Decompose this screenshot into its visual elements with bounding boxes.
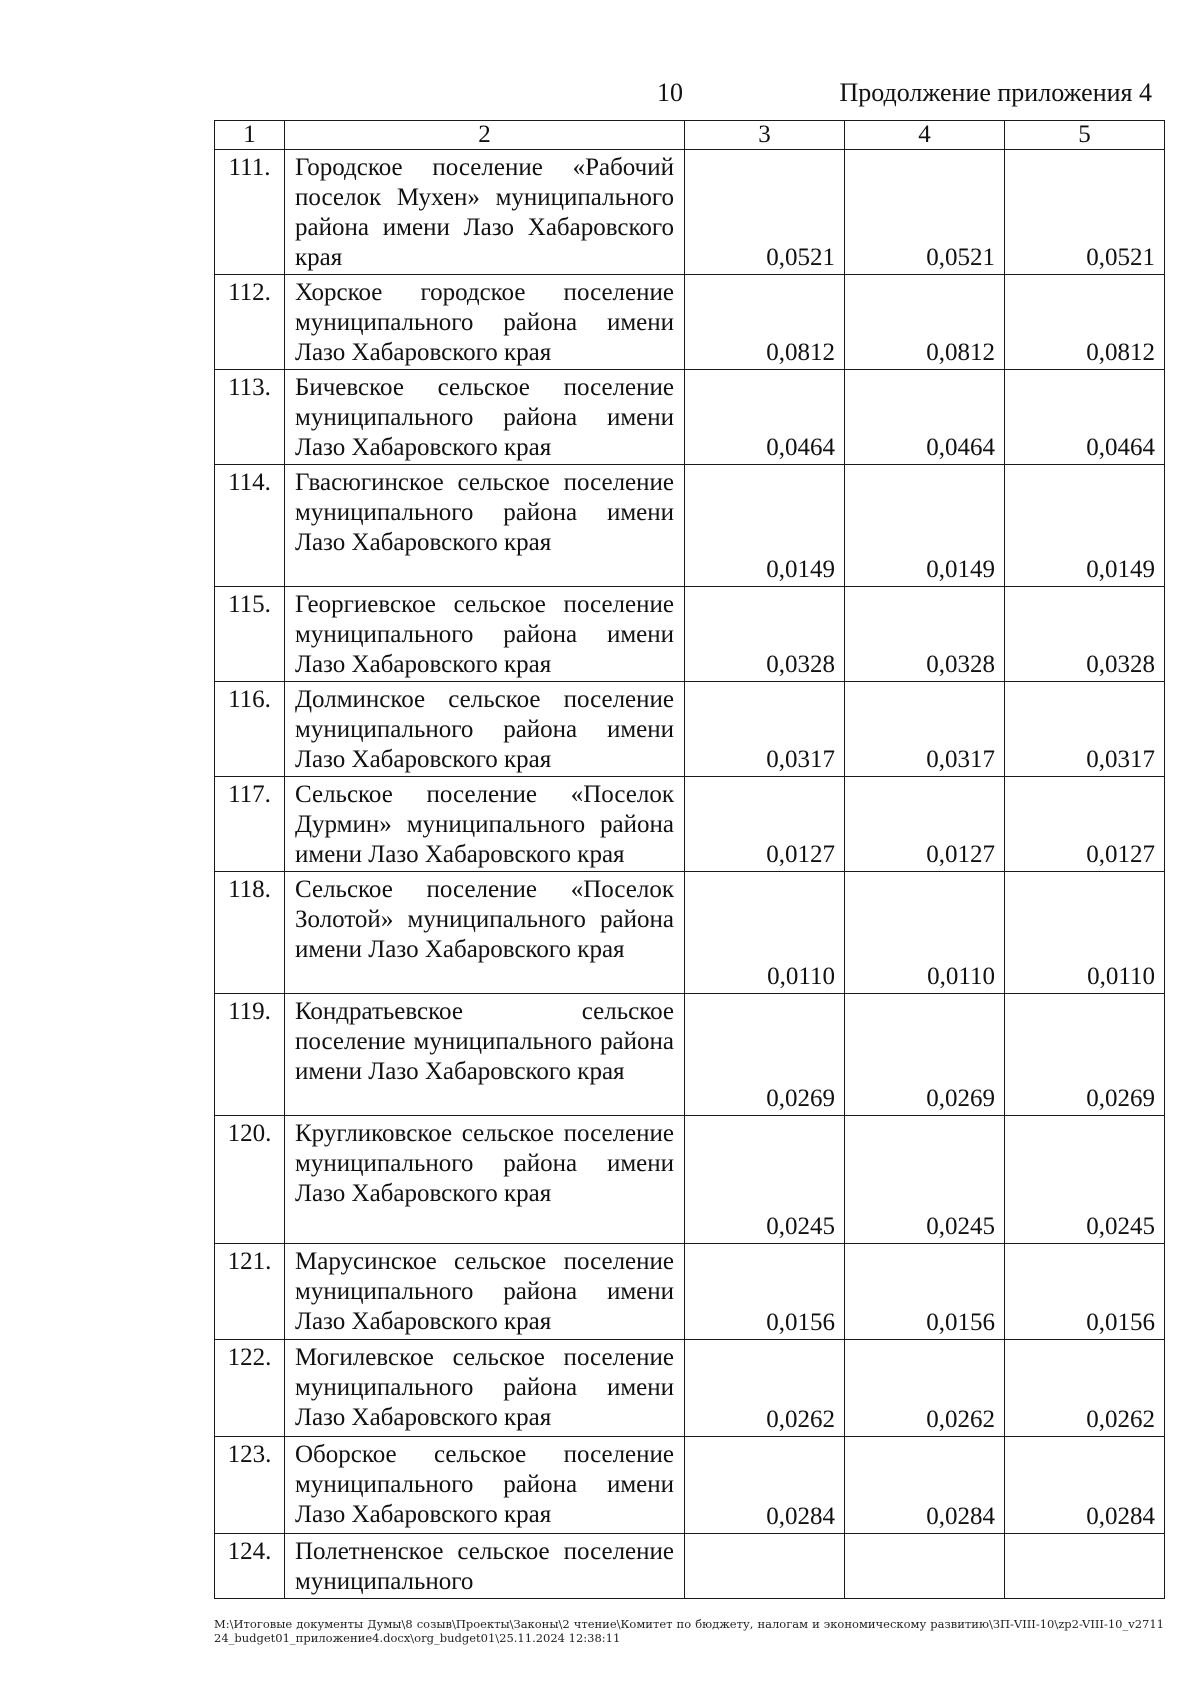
row-number: 124. <box>215 1534 285 1599</box>
row-number: 120. <box>215 1116 285 1244</box>
table-row <box>215 1534 1165 1599</box>
value-col-4 <box>845 1534 1005 1599</box>
value-col-4: 0,0284 <box>845 1437 1005 1534</box>
row-number: 113. <box>215 370 285 465</box>
row-number: 111. <box>215 150 285 275</box>
value-col-5: 0,0156 <box>1005 1244 1165 1340</box>
column-header: 3 <box>685 121 845 150</box>
value-col-5: 0,0269 <box>1005 994 1165 1116</box>
value-col-5 <box>1005 1534 1165 1599</box>
value-col-5: 0,0521 <box>1005 150 1165 275</box>
value-col-3: 0,0156 <box>685 1244 845 1340</box>
value-col-4: 0,0262 <box>845 1340 1005 1437</box>
value-col-3: 0,0269 <box>685 994 845 1116</box>
table-row <box>215 275 1165 370</box>
row-number: 119. <box>215 994 285 1116</box>
value-col-3: 0,0317 <box>685 682 845 777</box>
value-col-5: 0,0245 <box>1005 1116 1165 1244</box>
value-col-3 <box>685 1534 845 1599</box>
value-col-4: 0,0269 <box>845 994 1005 1116</box>
column-header: 4 <box>845 121 1005 150</box>
table-row <box>215 872 1165 994</box>
value-col-5: 0,0149 <box>1005 465 1165 587</box>
row-number: 116. <box>215 682 285 777</box>
value-col-4: 0,0149 <box>845 465 1005 587</box>
value-col-3: 0,0464 <box>685 370 845 465</box>
value-col-5: 0,0317 <box>1005 682 1165 777</box>
table-row <box>215 1437 1165 1534</box>
value-col-4: 0,0317 <box>845 682 1005 777</box>
value-col-4: 0,0245 <box>845 1116 1005 1244</box>
value-col-5: 0,0812 <box>1005 275 1165 370</box>
value-col-3: 0,0149 <box>685 465 845 587</box>
value-col-4: 0,0110 <box>845 872 1005 994</box>
value-col-4: 0,0127 <box>845 777 1005 872</box>
table-row <box>215 682 1165 777</box>
settlement-name: Городское поселение «Рабочий поселок Мухен» муниципального района имени Лазо Хабаровского края <box>285 150 685 275</box>
value-col-4: 0,0521 <box>845 150 1005 275</box>
settlement-name: Сельское поселение «Поселок Дурмин» муниципального района имени Лазо Хабаровского края <box>285 777 685 872</box>
row-number: 122. <box>215 1340 285 1437</box>
column-header: 5 <box>1005 121 1165 150</box>
table-row <box>215 1116 1165 1244</box>
value-col-3: 0,0284 <box>685 1437 845 1534</box>
row-number: 123. <box>215 1437 285 1534</box>
value-col-3: 0,0245 <box>685 1116 845 1244</box>
file-path-footer: M:\Итоговые документы Думы\8 созыв\Проекты\Законы\2 чтение\Комитет по бюджету, налогам и экономическому развитию\ЗП-VIII-10\zp2-VIII-10_v271124_budget01_приложение4.docx\org_budget01\25.11.2024 12:38:11 <box>214 1617 1164 1645</box>
value-col-3: 0,0110 <box>685 872 845 994</box>
continuation-title: Продолжение приложения 4 <box>839 78 1152 107</box>
settlement-name: Георгиевское сельское поселение муниципального района имени Лазо Хабаровского края <box>285 587 685 682</box>
table-row <box>215 1340 1165 1437</box>
settlement-name: Сельское поселение «Поселок Золотой» муниципального района имени Лазо Хабаровского края <box>285 872 685 994</box>
value-col-3: 0,0812 <box>685 275 845 370</box>
row-number: 121. <box>215 1244 285 1340</box>
table-row <box>215 465 1165 587</box>
value-col-5: 0,0464 <box>1005 370 1165 465</box>
settlement-name: Полетненское сельское поселение муниципального <box>285 1534 685 1599</box>
row-number: 117. <box>215 777 285 872</box>
settlement-name: Бичевское сельское поселение муниципального района имени Лазо Хабаровского края <box>285 370 685 465</box>
column-header: 2 <box>285 121 685 150</box>
column-header: 1 <box>215 121 285 150</box>
value-col-5: 0,0262 <box>1005 1340 1165 1437</box>
value-col-4: 0,0464 <box>845 370 1005 465</box>
value-col-5: 0,0284 <box>1005 1437 1165 1534</box>
settlement-name: Кондратьевское сельское поселение муниципального района имени Лазо Хабаровского края <box>285 994 685 1116</box>
table-row <box>215 150 1165 275</box>
settlement-name: Хорское городское поселение муниципального района имени Лазо Хабаровского края <box>285 275 685 370</box>
allocation-table <box>214 120 1165 1599</box>
row-number: 112. <box>215 275 285 370</box>
value-col-5: 0,0110 <box>1005 872 1165 994</box>
settlement-name: Долминское сельское поселение муниципального района имени Лазо Хабаровского края <box>285 682 685 777</box>
value-col-4: 0,0156 <box>845 1244 1005 1340</box>
value-col-5: 0,0127 <box>1005 777 1165 872</box>
table-row <box>215 994 1165 1116</box>
value-col-3: 0,0521 <box>685 150 845 275</box>
value-col-4: 0,0328 <box>845 587 1005 682</box>
column-header-row <box>215 121 1165 150</box>
settlement-name: Кругликовское сельское поселение муниципального района имени Лазо Хабаровского края <box>285 1116 685 1244</box>
page-number: 10 <box>657 78 683 107</box>
table-row <box>215 370 1165 465</box>
settlement-name: Гвасюгинское сельское поселение муниципального района имени Лазо Хабаровского края <box>285 465 685 587</box>
value-col-3: 0,0262 <box>685 1340 845 1437</box>
row-number: 115. <box>215 587 285 682</box>
value-col-3: 0,0127 <box>685 777 845 872</box>
table-row <box>215 587 1165 682</box>
value-col-5: 0,0328 <box>1005 587 1165 682</box>
settlement-name: Марусинское сельское поселение муниципального района имени Лазо Хабаровского края <box>285 1244 685 1340</box>
value-col-4: 0,0812 <box>845 275 1005 370</box>
row-number: 114. <box>215 465 285 587</box>
settlement-name: Оборское сельское поселение муниципального района имени Лазо Хабаровского края <box>285 1437 685 1534</box>
settlement-name: Могилевское сельское поселение муниципального района имени Лазо Хабаровского края <box>285 1340 685 1437</box>
row-number: 118. <box>215 872 285 994</box>
table-row <box>215 777 1165 872</box>
table-row <box>215 1244 1165 1340</box>
value-col-3: 0,0328 <box>685 587 845 682</box>
